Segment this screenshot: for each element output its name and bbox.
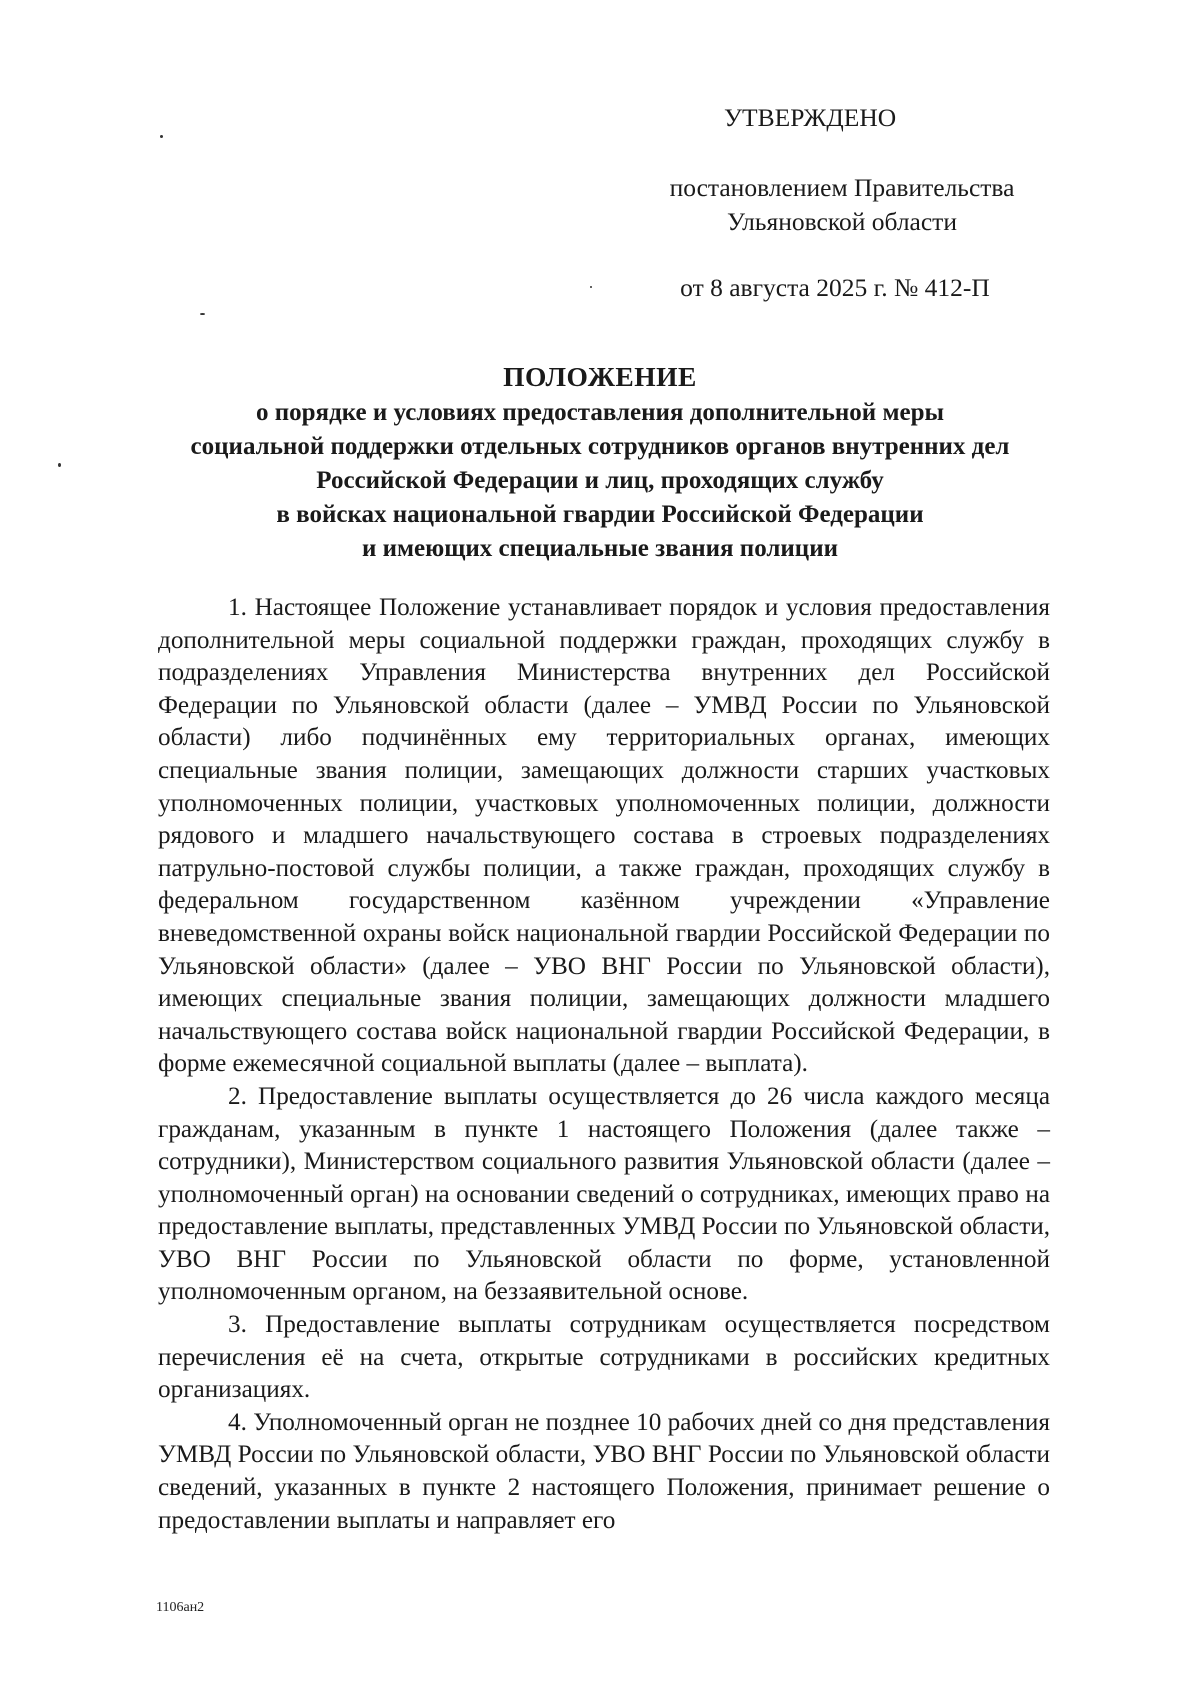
approval-word: УТВЕРЖДЕНО <box>724 103 897 132</box>
approval-decree-line: постановлением Правительства <box>669 173 1015 202</box>
approval-region-line: Ульяновской области <box>727 207 957 236</box>
title-line: социальной поддержки отдельных сотрудников органов внутренних дел <box>190 433 1010 460</box>
title-line: и имеющих специальные звания полиции <box>361 535 839 562</box>
document-body <box>158 592 1050 1537</box>
title-heading: ПОЛОЖЕНИЕ <box>503 361 697 392</box>
title-line: о порядке и условиях предоставления дополнительной меры <box>256 399 944 426</box>
footer-code: 1106ан2 <box>156 1600 205 1615</box>
paragraph-2: 2. Предоставление выплаты осуществляется до 26 числа каждого месяца гражданам, указанным в пункте 1 настоящего Положения (далее также – сотрудники), Министерством социального развития Ульяновской области (далее – уполномоченный орган) на основании сведений о сотрудниках, имеющих право на предоставление выплаты, представленных УМВД России по Ульяновской области, УВО ВНГ России по Ульяновской области по форме, установленной уполномоченным органом, на беззаявительной основе. <box>158 1082 1050 1306</box>
scan-speck <box>160 135 163 138</box>
scan-speck <box>590 286 592 288</box>
title-line: Российской Федерации и лиц, проходящих службу <box>316 467 884 494</box>
scan-speck <box>58 463 61 467</box>
paragraph-4: 4. Уполномоченный орган не позднее 10 рабочих дней со дня представления УМВД России по Ульяновской области, УВО ВНГ России по Ульяновской области сведений, указанных в пункте 2 настоящего Положения, принимает решение о предоставлении выплаты и направляет его <box>158 1408 1050 1534</box>
paragraph-1: 1. Настоящее Положение устанавливает порядок и условия предоставления дополнительной меры социальной поддержки граждан, проходящих службу в подразделениях Управления Министерства внутренних дел Российской Федерации по Ульяновской области (далее – УМВД России по Ульяновской области) либо подчинённых ему территориальных органах, имеющих специальные звания полиции, замещающих должности старших участковых уполномоченных полиции, участковых уполномоченных полиции, должности рядового и младшего начальствующего состава в строевых подразделениях патрульно-постовой службы полиции, а также граждан, проходящих службу в федеральном государственном казённом учреждении «Управление вневедомственной охраны войск национальной гвардии Российской Федерации по Ульяновской области» (далее – УВО ВНГ России по Ульяновской области), имеющих специальные звания полиции, замещающих должности младшего начальствующего состава войск национальной гвардии Российской Федерации, в форме ежемесячной социальной выплаты (далее – выплата). <box>158 594 1050 1078</box>
title-line: в войсках национальной гвардии Российской Федерации <box>276 501 924 528</box>
paragraph-3: 3. Предоставление выплаты сотрудникам осуществляется посредством перечисления её на счета, открытые сотрудниками в российских кредитных организациях. <box>158 1311 1050 1404</box>
approval-date: от 8 августа 2025 г. № 412-П <box>680 273 990 302</box>
document-title <box>150 360 1050 566</box>
scan-speck <box>200 313 205 315</box>
